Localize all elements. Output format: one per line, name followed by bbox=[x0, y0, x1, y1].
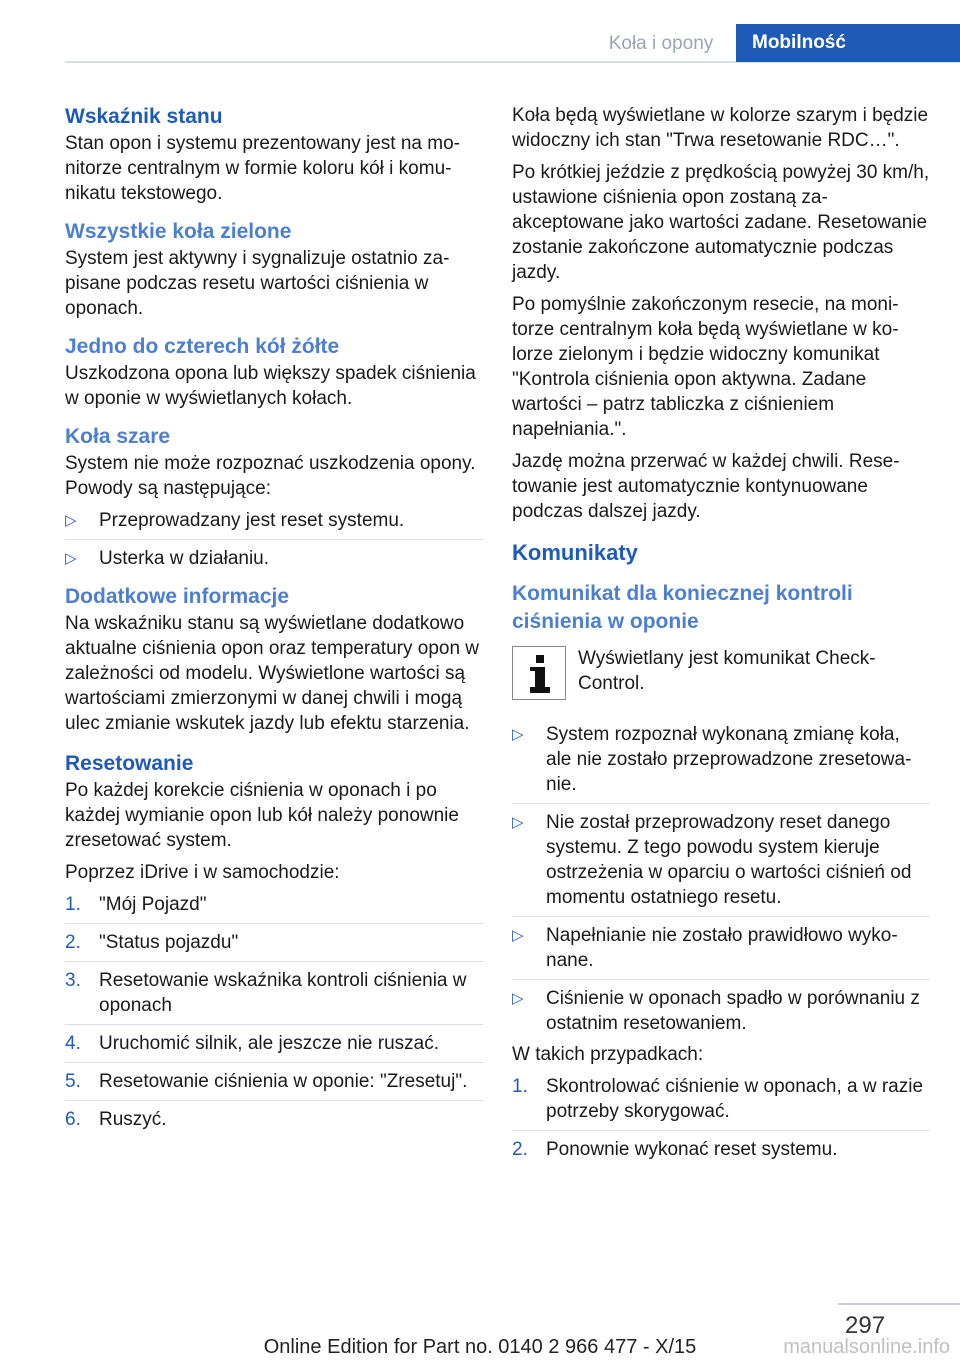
heading-jedno-do-czterech-kol: Jedno do czterech kół żółte bbox=[65, 335, 340, 358]
step-number: 1. bbox=[65, 894, 81, 915]
list-item-text: Usterka w działaniu. bbox=[99, 548, 270, 569]
list-item-text: Przeprowadzany jest reset systemu. bbox=[99, 510, 405, 531]
heading-kola-szare: Koła szare bbox=[65, 425, 171, 448]
page-number: 297 bbox=[845, 1312, 886, 1339]
info-icon bbox=[512, 646, 566, 700]
list-item bbox=[512, 1130, 930, 1162]
footer-divider bbox=[838, 1303, 960, 1305]
list-item-text: Uruchomić silnik, ale jeszcze nie ruszać. bbox=[99, 1033, 440, 1054]
list-item bbox=[512, 1074, 930, 1124]
list-item-text: Ciśnienie w oponach spadło w porównaniu z ostatnim resetowaniem. bbox=[546, 988, 920, 1034]
triangle-bullet-icon: ▷ bbox=[65, 550, 77, 567]
paragraph-dodatkowe-informacje: Na wskaźniku stanu są wyświetlane dodatkowo aktualne ciśnienia opon oraz temperatury opon w zależności od modelu. Wyświetlone wartości są wartościami zmierzonymi w danej chwili i mogą ulec zmianie wskutek jazdy lub efektu starzenia. bbox=[65, 613, 480, 734]
paragraph-pomyslny-reset: Po pomyślnie zakończonym resecie, na monitorze centralnym koła będą wyświetlane w kolorze zielonym i będzie widoczny komunikat "Kontrola ciśnienia opon aktywna. Zadane wartości – patrz tabliczka z ciśnieniem napełniania.". bbox=[512, 294, 899, 440]
right-column bbox=[512, 103, 930, 1166]
list-item bbox=[65, 1062, 483, 1094]
paragraph-kola-szare-reset: Koła będą wyświetlane w kolorze szarym i będzie widoczny ich stan "Trwa resetowanie RDC…". bbox=[512, 105, 929, 151]
step-number: 6. bbox=[65, 1109, 81, 1130]
list-item-text: "Mój Pojazd" bbox=[99, 894, 207, 915]
bullet-list-komunikaty bbox=[512, 722, 930, 1036]
header-tab-kola-i-opony[interactable]: Koła i opony bbox=[608, 33, 714, 54]
heading-komunikaty: Komunikaty bbox=[512, 540, 638, 565]
list-item-text: Ponownie wykonać reset systemu. bbox=[546, 1139, 838, 1160]
paragraph-wskaznik-stanu: Stan opon i systemu prezentowany jest na monitorze centralnym w formie koloru kół i komunikatu tekstowego. bbox=[65, 133, 460, 204]
triangle-bullet-icon: ▷ bbox=[512, 814, 524, 831]
list-item bbox=[65, 923, 483, 955]
heading-resetowanie: Resetowanie bbox=[65, 752, 194, 775]
paragraph-idrive: Poprzez iDrive i w samochodzie: bbox=[65, 862, 340, 883]
numbered-list-resetowanie bbox=[65, 892, 483, 1132]
list-item bbox=[65, 961, 483, 1018]
step-number: 3. bbox=[65, 970, 81, 991]
list-item bbox=[65, 1024, 483, 1056]
list-item bbox=[512, 916, 930, 973]
paragraph-jedno-do-czterech-kol: Uszkodzona opona lub większy spadek ciśnienia w oponie w wyświetlanych kołach. bbox=[65, 363, 476, 409]
info-text: Wyświetlany jest komunikat Check-Control. bbox=[578, 648, 876, 694]
list-item-text: Ruszyć. bbox=[99, 1109, 167, 1130]
check-control-info bbox=[512, 646, 930, 712]
list-item bbox=[65, 539, 483, 571]
heading-wskaznik-stanu: Wskaźnik stanu bbox=[65, 105, 223, 128]
step-number: 2. bbox=[512, 1139, 528, 1160]
list-item bbox=[65, 508, 483, 533]
footer-edition: Online Edition for Part no. 0140 2 966 477 - X/15 bbox=[263, 1336, 697, 1358]
step-number: 5. bbox=[65, 1071, 81, 1092]
list-item-text: Napełnianie nie zostało prawidłowo wykonane. bbox=[546, 925, 898, 971]
list-item bbox=[512, 979, 930, 1036]
list-item bbox=[512, 803, 930, 910]
heading-komunikat-kontrola-cisnienia: Komunikat dla koniecznej kontroli ciśnienia w oponie bbox=[512, 582, 853, 633]
list-item-text: System rozpoznał wykonaną zmianę koła, ale nie zostało przeprowadzone zresetowanie. bbox=[546, 724, 912, 795]
list-item-text: Resetowanie ciśnienia w oponie: "Zresetuj". bbox=[99, 1071, 468, 1092]
paragraph-kola-szare: System nie może rozpoznać uszkodzenia opony. Powody są następujące: bbox=[65, 453, 476, 499]
bullet-list-kola-szare bbox=[65, 508, 483, 571]
numbered-list-przypadki bbox=[512, 1074, 930, 1162]
heading-wszystkie-kola-zielone: Wszystkie koła zielone bbox=[65, 220, 292, 243]
triangle-bullet-icon: ▷ bbox=[512, 726, 524, 743]
watermark: manualsonline.info bbox=[783, 1336, 950, 1358]
left-column bbox=[65, 103, 483, 1136]
list-item-text: Skontrolować ciśnienie w oponach, a w razie potrzeby skorygować. bbox=[546, 1076, 924, 1122]
list-item bbox=[65, 1100, 483, 1132]
list-item bbox=[65, 892, 483, 917]
triangle-bullet-icon: ▷ bbox=[512, 990, 524, 1007]
list-item bbox=[512, 722, 930, 797]
paragraph-wszystkie-kola-zielone: System jest aktywny i sygnalizuje ostatnio zapisane podczas resetu wartości ciśnienia w oponach. bbox=[65, 248, 450, 319]
list-item-text: Resetowanie wskaźnika kontroli ciśnienia w oponach bbox=[99, 970, 467, 1016]
heading-dodatkowe-informacje: Dodatkowe informacje bbox=[65, 585, 290, 608]
paragraph-w-takich-przypadkach: W takich przypadkach: bbox=[512, 1044, 704, 1065]
paragraph-przerwanie-jazdy: Jazdę można przerwać w każdej chwili. Resetowanie jest automatycznie kontynuowane podczas dalszej jazdy. bbox=[512, 451, 900, 522]
step-number: 2. bbox=[65, 932, 81, 953]
triangle-bullet-icon: ▷ bbox=[65, 512, 77, 529]
triangle-bullet-icon: ▷ bbox=[512, 927, 524, 944]
list-item-text: "Status pojazdu" bbox=[99, 932, 239, 953]
paragraph-krotka-jazda: Po krótkiej jeździe z prędkością powyżej 30 km/h, ustawione ciśnienia opon zostaną zaakceptowane jako wartości zadane. Resetowanie zostanie zakończone automatycznie podczas jazdy. bbox=[512, 162, 930, 283]
header-tab-mobilnosc[interactable]: Mobilność bbox=[736, 24, 960, 62]
paragraph-resetowanie: Po każdej korekcie ciśnienia w oponach i po każdej wymianie opon lub kół należy ponownie zresetować system. bbox=[65, 780, 459, 851]
list-item-text: Nie został przeprowadzony reset danego systemu. Z tego powodu system kieruje ostrzeżenia w oparciu o wartości ciśnień od momentu ostatniego resetu. bbox=[546, 812, 912, 908]
step-number: 1. bbox=[512, 1076, 528, 1097]
step-number: 4. bbox=[65, 1033, 81, 1054]
